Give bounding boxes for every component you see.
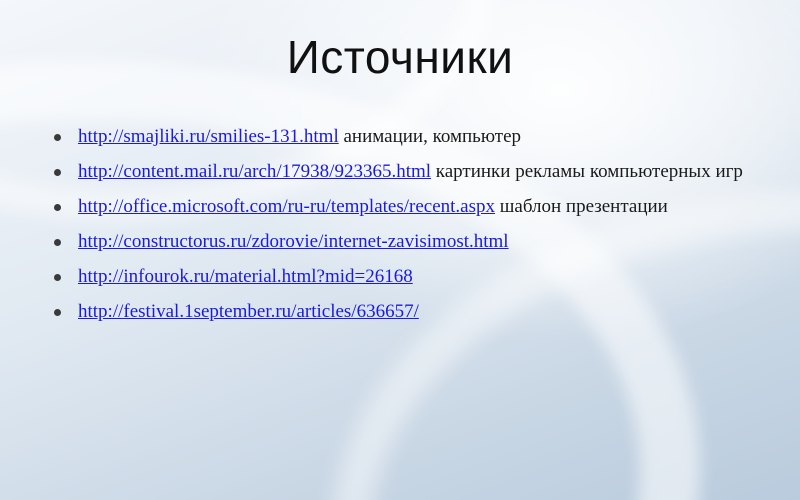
source-link[interactable]: http://constructorus.ru/zdorovie/internet-zavisimost.html (78, 231, 509, 252)
source-item (44, 229, 764, 255)
source-item (44, 159, 764, 185)
source-item (44, 194, 764, 220)
source-item (44, 299, 764, 325)
source-description: шаблон презентации (495, 196, 668, 217)
slide-title: Источники (286, 31, 514, 83)
source-item (44, 124, 764, 150)
bullet-icon (54, 169, 61, 176)
bullet-icon (54, 239, 61, 246)
source-link[interactable]: http://festival.1september.ru/articles/636657/ (78, 301, 419, 322)
source-link[interactable]: http://infourok.ru/material.html?mid=26168 (78, 266, 413, 287)
bullet-icon (54, 134, 61, 141)
source-link[interactable]: http://office.microsoft.com/ru-ru/templates/recent.aspx (78, 196, 495, 217)
bullet-icon (54, 204, 61, 211)
source-item (44, 264, 764, 290)
source-description: анимации, компьютер (338, 126, 522, 147)
source-link[interactable]: http://content.mail.ru/arch/17938/923365.html (78, 161, 432, 182)
source-link[interactable]: http://smajliki.ru/smilies-131.html (78, 126, 339, 147)
source-description: картинки рекламы компьютерных игр (431, 161, 743, 182)
bullet-icon (54, 309, 61, 316)
bullet-icon (54, 274, 61, 281)
sources-list (44, 124, 764, 334)
